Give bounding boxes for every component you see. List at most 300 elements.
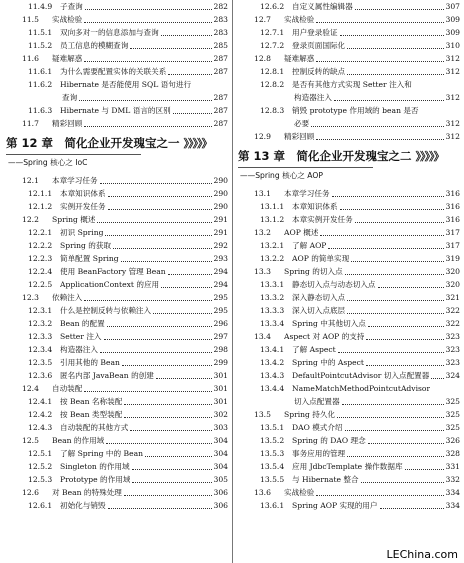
- toc-entry: [238, 0, 460, 13]
- toc-section-ch11: [6, 0, 228, 130]
- toc-entry-page: 297: [213, 332, 228, 341]
- toc-entry-page: 319: [445, 254, 460, 263]
- toc-entry: [6, 239, 228, 252]
- toc-entry-title: 疑难解惑: [284, 54, 315, 63]
- toc-entry: [6, 200, 228, 213]
- dot-leader: [337, 408, 443, 418]
- toc-entry: [238, 421, 460, 434]
- dot-leader: [100, 174, 212, 184]
- toc-entry-title: 销毁 prototype 作用域的 bean 是否: [292, 106, 419, 115]
- toc-entry-number: 12.3.5: [28, 358, 53, 367]
- toc-entry: [6, 343, 228, 356]
- dot-leader: [366, 330, 443, 340]
- toc-entry: [238, 52, 460, 65]
- toc-entry-number: 13.5: [254, 410, 271, 419]
- toc-entry-title: 本章学习任务: [52, 176, 98, 185]
- toc-entry-title: Hibernate 是否能使用 SQL 语句进行: [60, 80, 192, 89]
- dot-leader: [145, 447, 212, 457]
- toc-entry-number: 12.4.3: [28, 423, 53, 432]
- dot-leader: [361, 473, 444, 483]
- dot-leader: [107, 317, 212, 327]
- toc-entry-page: 317: [445, 228, 460, 237]
- toc-entry-title: DAO 模式介绍: [292, 423, 343, 432]
- dot-leader: [347, 304, 443, 314]
- dot-leader: [122, 356, 212, 366]
- toc-entry: [6, 252, 228, 265]
- toc-entry-page: 290: [213, 189, 228, 198]
- toc-entry: [238, 39, 460, 52]
- toc-entry-title: Spring 的获取: [60, 241, 112, 250]
- toc-entry-page: 303: [213, 423, 228, 432]
- toc-entry: [238, 13, 460, 26]
- toc-entry-title: Prototype 的作用域: [60, 475, 131, 484]
- toc-entry-number: 12.3.2: [28, 319, 53, 328]
- toc-entry-title: Spring 的切入点: [284, 267, 343, 276]
- toc-entry: [6, 291, 228, 304]
- toc-entry: [6, 499, 228, 512]
- toc-column-right: [238, 0, 460, 512]
- toc-entry-title: Bean 的配置: [60, 319, 105, 328]
- dot-leader: [342, 395, 444, 405]
- toc-entry-number: 11.5: [22, 15, 39, 24]
- dot-leader: [130, 421, 211, 431]
- toc-entry-title: 静态切入点与动态切入点: [292, 280, 376, 289]
- toc-entry-page: 295: [213, 293, 228, 302]
- toc-entry-page: 316: [445, 189, 460, 198]
- toc-entry-page: 306: [213, 488, 228, 497]
- chapter-12-title: 第 12 章 简化企业开发瑰宝之一: [6, 136, 180, 150]
- dot-leader: [380, 499, 444, 509]
- toc-entry-title: Spring 持久化: [284, 410, 336, 419]
- toc-entry-title: 对 Bean 的特殊处理: [52, 488, 122, 497]
- toc-entry-number: 13.5.3: [260, 449, 285, 458]
- toc-entry-page: 299: [213, 358, 228, 367]
- toc-entry-number: 11.6.3: [28, 106, 53, 115]
- toc-entry-number: 11.5.2: [28, 41, 53, 50]
- toc-entry-title: 双向多对一的信息添加与查询: [60, 28, 159, 37]
- dot-leader: [156, 369, 212, 379]
- toc-entry: [238, 65, 460, 78]
- toc-entry: [6, 395, 228, 408]
- toc-entry-number: 12.4.2: [28, 410, 53, 419]
- toc-entry-page: 326: [445, 436, 460, 445]
- dot-leader: [108, 499, 212, 509]
- toc-entry: [6, 408, 228, 421]
- toc-entry-title: AOP 概述: [284, 228, 319, 237]
- toc-entry: [238, 369, 460, 382]
- toc-entry-title: ApplicationContext 的应用: [60, 280, 160, 289]
- toc-entry-page: 282: [213, 2, 228, 11]
- toc-entry-number: 12.7.1: [260, 28, 285, 37]
- toc-entry-number: 12.4: [22, 384, 39, 393]
- toc-entry-page: 312: [445, 93, 460, 102]
- toc-entry-page: 309: [445, 28, 460, 37]
- toc-entry-title: 按 Bean 类型装配: [60, 410, 123, 419]
- dot-leader: [347, 291, 443, 301]
- toc-entry-page: 294: [213, 267, 228, 276]
- toc-entry-number: 11.7: [22, 119, 39, 128]
- dot-leader: [320, 226, 443, 236]
- toc-entry-number: 12.5.3: [28, 475, 53, 484]
- toc-entry-number: 13.1: [254, 189, 271, 198]
- toc-entry: [6, 434, 228, 447]
- toc-entry: [238, 278, 460, 291]
- dot-leader: [108, 187, 212, 197]
- toc-entry-number: 12.3.1: [28, 306, 53, 315]
- toc-entry-title: 精彩回顾: [284, 132, 315, 141]
- toc-entry: [6, 356, 228, 369]
- toc-entry-page: 294: [213, 280, 228, 289]
- toc-entry: [6, 213, 228, 226]
- dot-leader: [347, 65, 443, 75]
- toc-entry-title: 简单配置 Spring: [60, 254, 119, 263]
- toc-entry-page: 287: [213, 93, 228, 102]
- dot-leader: [368, 317, 444, 327]
- toc-entry-page: 301: [213, 384, 228, 393]
- dot-leader: [104, 330, 212, 340]
- toc-entry-number: 12.2.5: [28, 280, 53, 289]
- toc-entry-number: 13.5.5: [260, 475, 285, 484]
- dot-leader: [345, 265, 444, 275]
- toc-column-left: [6, 0, 228, 512]
- toc-entry: [6, 317, 228, 330]
- dot-leader: [328, 239, 443, 249]
- toc-entry-page: 316: [445, 202, 460, 211]
- toc-entry: [238, 434, 460, 447]
- toc-entry-title: Bean 的作用域: [52, 436, 105, 445]
- toc-entry-number: 12.4.1: [28, 397, 53, 406]
- dot-leader: [153, 304, 211, 314]
- toc-entry-title: 子查询: [60, 2, 83, 11]
- toc-entry-title: 为什么需要配置实体的关联关系: [60, 67, 167, 76]
- chapter-13-arrows: 》》》》》: [415, 150, 444, 163]
- chapter-12-subtitle: ——Spring 核心之 IoC: [6, 154, 141, 168]
- toc-entry-page: 283: [213, 28, 228, 37]
- dot-leader: [347, 447, 443, 457]
- toc-entry: [6, 447, 228, 460]
- dot-leader: [334, 91, 444, 101]
- dot-leader: [316, 486, 443, 496]
- toc-entry-title: 初始化与销毁: [60, 501, 106, 510]
- toc-entry-page: 292: [213, 241, 228, 250]
- toc-entry-title: 了解 Aspect: [292, 345, 336, 354]
- toc-entry-page: 304: [213, 436, 228, 445]
- toc-entry-title: 是否有其他方式实现 Setter 注入和: [292, 80, 412, 89]
- toc-entry: [6, 304, 228, 317]
- toc-entry-number: 12.5.1: [28, 449, 53, 458]
- toc-entry-page: 323: [445, 332, 460, 341]
- toc-entry-number: 12.2.2: [28, 241, 53, 250]
- toc-entry-number: 11.6.2: [28, 80, 53, 89]
- toc-entry-title: 初识 Spring: [60, 228, 104, 237]
- toc-entry-title: 深入静态切入点: [292, 293, 346, 302]
- toc-entry-number: 13.3: [254, 267, 271, 276]
- toc-entry-page: 322: [445, 306, 460, 315]
- toc-entry-title: 用户登录验证: [292, 28, 338, 37]
- toc-entry: [238, 304, 460, 317]
- toc-entry-page: 334: [445, 488, 460, 497]
- site-watermark: LEChina.com: [386, 548, 458, 561]
- toc-entry: [238, 317, 460, 330]
- toc-entry: [6, 104, 228, 117]
- dot-leader: [79, 91, 211, 101]
- dot-leader: [316, 130, 443, 140]
- toc-entry-title: 实战检验: [284, 488, 315, 497]
- toc-entry: [6, 174, 228, 187]
- dot-leader: [355, 0, 444, 10]
- toc-entry-number: 13.4.3: [260, 371, 285, 380]
- dot-leader: [405, 460, 444, 470]
- toc-entry-page: 332: [445, 475, 460, 484]
- dot-leader: [355, 213, 444, 223]
- toc-entry: [6, 382, 228, 395]
- dot-leader: [84, 291, 211, 301]
- toc-entry-title: AOP 的简单实现: [292, 254, 350, 263]
- toc-entry-number: 12.1.1: [28, 189, 53, 198]
- toc-entry: [6, 13, 228, 26]
- toc-entry-number: 13.2.1: [260, 241, 285, 250]
- toc-entry-title: 查询: [62, 93, 78, 102]
- dot-leader: [84, 52, 211, 62]
- toc-entry-title: 构造器注入: [294, 93, 332, 102]
- dot-leader: [124, 408, 211, 418]
- toc-entry-title: 匿名内部 JavaBean 的创建: [60, 371, 154, 380]
- toc-entry-number: 12.8.2: [260, 80, 285, 89]
- toc-entry-title: Spring 中其他切入点: [292, 319, 366, 328]
- toc-entry-title: Hibernate 与 DML 语言的区别: [60, 106, 171, 115]
- toc-entry-page: 317: [445, 241, 460, 250]
- dot-leader: [378, 278, 444, 288]
- dot-leader: [84, 13, 211, 23]
- chapter-12-heading: [6, 135, 228, 171]
- toc-entry-title: 切入点配置器: [294, 397, 340, 406]
- dot-leader: [100, 343, 212, 353]
- toc-entry: [6, 26, 228, 39]
- dot-leader: [106, 434, 211, 444]
- toc-entry-title: DefaultPointcutAdvisor 切入点配置器: [292, 371, 430, 380]
- dot-leader: [161, 26, 212, 36]
- toc-entry-page: 285: [213, 41, 228, 50]
- toc-entry-number: 12.3.3: [28, 332, 53, 341]
- toc-entry-title: 实例开发任务: [60, 202, 106, 211]
- toc-entry: [238, 473, 460, 486]
- toc-section-ch12: [6, 174, 228, 512]
- toc-entry-page: 312: [445, 54, 460, 63]
- toc-entry-number: 13.6.1: [260, 501, 285, 510]
- toc-entry-page: 287: [213, 119, 228, 128]
- toc-entry-title: Spring AOP 实现的用户: [292, 501, 378, 510]
- toc-entry-page: 301: [213, 371, 228, 380]
- toc-entry-title: 实战检验: [52, 15, 83, 24]
- dot-leader: [168, 265, 212, 275]
- toc-entry: [6, 265, 228, 278]
- dot-leader: [338, 343, 444, 353]
- column-divider: [232, 0, 233, 563]
- toc-entry: [6, 226, 228, 239]
- toc-entry-page: 291: [213, 228, 228, 237]
- toc-entry-number: 12.2.3: [28, 254, 53, 263]
- dot-leader: [316, 13, 443, 23]
- toc-entry: [6, 52, 228, 65]
- toc-entry: [238, 130, 460, 143]
- dot-leader: [97, 213, 211, 223]
- toc-entry-number: 12.5.2: [28, 462, 53, 471]
- toc-entry-number: 11.5.1: [28, 28, 53, 37]
- toc-entry: [238, 447, 460, 460]
- toc-entry-number: 13.5.1: [260, 423, 285, 432]
- toc-entry-number: 12.6.2: [260, 2, 285, 11]
- toc-entry-title: 了解 AOP: [292, 241, 327, 250]
- toc-entry-page: 295: [213, 306, 228, 315]
- toc-entry-page: 298: [213, 345, 228, 354]
- dot-leader: [340, 26, 444, 36]
- toc-entry-title: 什么是控制反转与依赖注入: [60, 306, 152, 315]
- toc-entry: [6, 330, 228, 343]
- toc-entry-page: 323: [445, 358, 460, 367]
- dot-leader: [316, 52, 443, 62]
- toc-entry-title: 自动装配的其他方式: [60, 423, 129, 432]
- toc-entry-page: 287: [213, 54, 228, 63]
- toc-entry: [6, 91, 228, 104]
- toc-entry-page: 325: [445, 397, 460, 406]
- toc-entry-title: NameMatchMethodPointcutAdvisor: [292, 384, 431, 393]
- toc-entry-page: 287: [213, 67, 228, 76]
- toc-entry-number: 12.3.4: [28, 345, 53, 354]
- toc-entry-title: 事务应用的管理: [292, 449, 346, 458]
- toc-entry: [6, 187, 228, 200]
- toc-entry: [238, 291, 460, 304]
- toc-entry-number: 13.1.2: [260, 215, 285, 224]
- toc-entry-page: 328: [445, 449, 460, 458]
- toc-entry: [238, 408, 460, 421]
- toc-entry-title: 控制反转的缺点: [292, 67, 346, 76]
- dot-leader: [121, 252, 212, 262]
- toc-entry-title: 员工信息的模糊查询: [60, 41, 129, 50]
- toc-entry-number: 12.8.1: [260, 67, 285, 76]
- toc-entry-number: 13.6: [254, 488, 271, 497]
- toc-entry: [6, 0, 228, 13]
- toc-entry-page: 309: [445, 15, 460, 24]
- toc-entry-number: 12.3: [22, 293, 39, 302]
- toc-entry: [238, 26, 460, 39]
- dot-leader: [124, 395, 211, 405]
- toc-entry-title: 了解 Spring 中的 Bean: [60, 449, 143, 458]
- toc-entry-page: 323: [445, 345, 460, 354]
- toc-entry-title: Singleton 的作用域: [60, 462, 130, 471]
- toc-entry-title: 精彩回顾: [52, 119, 83, 128]
- toc-entry-page: 316: [445, 215, 460, 224]
- toc-entry-title: 自定义属性编辑器: [292, 2, 353, 11]
- toc-entry: [238, 252, 460, 265]
- toc-entry-title: Spring 概述: [52, 215, 96, 224]
- toc-entry-page: 293: [213, 254, 228, 263]
- toc-entry-number: 13.4.2: [260, 358, 285, 367]
- toc-entry: [238, 213, 460, 226]
- toc-entry: [6, 369, 228, 382]
- toc-entry-page: 312: [445, 67, 460, 76]
- toc-entry-number: 13.4.1: [260, 345, 285, 354]
- dot-leader: [340, 200, 444, 210]
- toc-entry-page: 325: [445, 410, 460, 419]
- toc-entry-title: 登录页面国际化: [292, 41, 346, 50]
- dot-leader: [345, 421, 444, 431]
- toc-entry-page: 331: [445, 462, 460, 471]
- toc-entry-page: 320: [445, 280, 460, 289]
- dot-leader: [105, 226, 211, 236]
- toc-entry: [238, 499, 460, 512]
- dot-leader: [368, 434, 444, 444]
- toc-entry: [6, 460, 228, 473]
- toc-entry-title: 自动装配: [52, 384, 83, 393]
- toc-entry: [238, 395, 460, 408]
- toc-entry: [238, 356, 460, 369]
- toc-entry-page: 287: [213, 106, 228, 115]
- toc-entry-page: 304: [213, 449, 228, 458]
- toc-entry: [238, 91, 460, 104]
- toc-entry-number: 12.3.6: [28, 371, 53, 380]
- dot-leader: [84, 382, 211, 392]
- toc-entry: [238, 460, 460, 473]
- toc-entry-number: 12.6: [22, 488, 39, 497]
- chapter-13-title: 第 13 章 简化企业开发瑰宝之二: [238, 149, 412, 163]
- toc-entry-title: 使用 BeanFactory 管理 Bean: [60, 267, 166, 276]
- dot-leader: [132, 473, 211, 483]
- toc-entry-title: 构造器注入: [60, 345, 98, 354]
- toc-entry-title: 应用 JdbcTemplate 操作数据库: [292, 462, 403, 471]
- toc-entry-title: 引用其他的 Bean: [60, 358, 120, 367]
- toc-entry-number: 13.5.4: [260, 462, 285, 471]
- dot-leader: [85, 0, 212, 10]
- toc-entry-page: 291: [213, 215, 228, 224]
- toc-entry-title: 必要: [294, 119, 310, 128]
- toc-section-ch13: [238, 187, 460, 512]
- toc-entry-page: 306: [213, 501, 228, 510]
- toc-entry-number: 12.2: [22, 215, 39, 224]
- toc-entry-page: 334: [445, 501, 460, 510]
- toc-entry-number: 12.1.2: [28, 202, 53, 211]
- toc-entry-number: 13.1.1: [260, 202, 285, 211]
- toc-entry-number: 12.7.2: [260, 41, 285, 50]
- toc-entry-page: 312: [445, 132, 460, 141]
- toc-entry-number: 13.5.2: [260, 436, 285, 445]
- dot-leader: [347, 39, 443, 49]
- dot-leader: [168, 65, 211, 75]
- toc-entry-title: 按 Bean 名称装配: [60, 397, 123, 406]
- chapter-13-subtitle: ——Spring 核心之 AOP: [238, 167, 373, 181]
- toc-entry-title: Aspect 对 AOP 的支持: [284, 332, 365, 341]
- toc-entry: [238, 265, 460, 278]
- toc-entry-number: 11.6.1: [28, 67, 53, 76]
- toc-entry-number: 13.4.4: [260, 384, 285, 393]
- dot-leader: [124, 486, 212, 496]
- toc-entry-page: 301: [213, 397, 228, 406]
- dot-leader: [351, 252, 443, 262]
- toc-entry-page: 324: [445, 371, 460, 380]
- toc-entry-number: 12.8.3: [260, 106, 285, 115]
- dot-leader: [332, 187, 444, 197]
- toc-entry-number: 13.3.4: [260, 319, 285, 328]
- toc-entry-number: 13.2: [254, 228, 271, 237]
- toc-entry-page: 305: [213, 475, 228, 484]
- toc-entry: [6, 39, 228, 52]
- dot-leader: [130, 39, 211, 49]
- toc-entry-page: 322: [445, 319, 460, 328]
- toc-entry-page: 290: [213, 202, 228, 211]
- toc-entry-title: Setter 注入: [60, 332, 102, 341]
- toc-entry: [6, 117, 228, 130]
- toc-entry: [238, 382, 460, 395]
- toc-entry-page: 320: [445, 267, 460, 276]
